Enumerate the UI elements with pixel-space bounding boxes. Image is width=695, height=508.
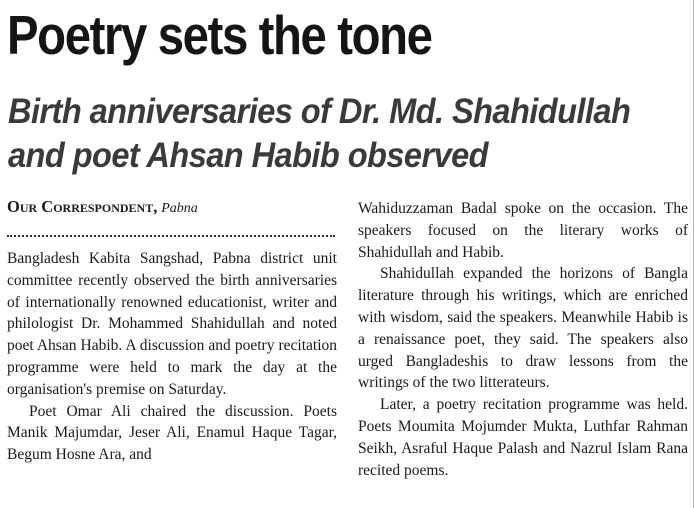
byline (7, 197, 337, 219)
headline: Poetry sets the tone (7, 4, 432, 66)
article-column-right (358, 198, 688, 481)
article-column-left (7, 194, 337, 466)
article-paragraph: Wahiduzzaman Badal spoke on the occasion. The speakers focused on the literary works of Shahidullah and Habib. (358, 200, 688, 261)
article-paragraph: Later, a poetry recitation programme was held. Poets Moumita Mojumder Mukta, Luthfar Rahman Seikh, Asraful Haque Palash and Nazrul Islam Rana recited poems. (358, 396, 688, 479)
column-rule (693, 0, 694, 508)
article-paragraph: Poet Omar Ali chaired the discussion. Poets Manik Majumdar, Jeser Ali, Enamul Haque Tagar, Begum Hosne Ara, and (7, 402, 337, 464)
dotted-separator (7, 235, 335, 237)
subheadline-line-2: and poet Ahsan Habib observed (8, 136, 488, 175)
byline-place: Pabna (161, 201, 198, 216)
subheadline (8, 90, 630, 178)
subheadline-line-1: Birth anniversaries of Dr. Md. Shahidullah (8, 92, 631, 131)
article-paragraph: Bangladesh Kabita Sangshad, Pabna district unit committee recently observed the birth anniversaries of internationally renowned educationist, writer and philologist Dr. Mohammed Shahidullah and noted poet Ahsan Habib. A discussion and poetry recitation programme were held to mark the day at the organisation's premise on Saturday. (7, 250, 337, 398)
article-paragraph: Shahidullah expanded the horizons of Bangla literature through his writings, which are enriched with wisdom, said the speakers. Meanwhile Habib is a renaissance poet, they said. The speakers also urged Bangladeshis to draw lessons from the writings of the two litterateurs. (358, 265, 688, 392)
byline-correspondent: Our Correspondent, (7, 197, 158, 216)
